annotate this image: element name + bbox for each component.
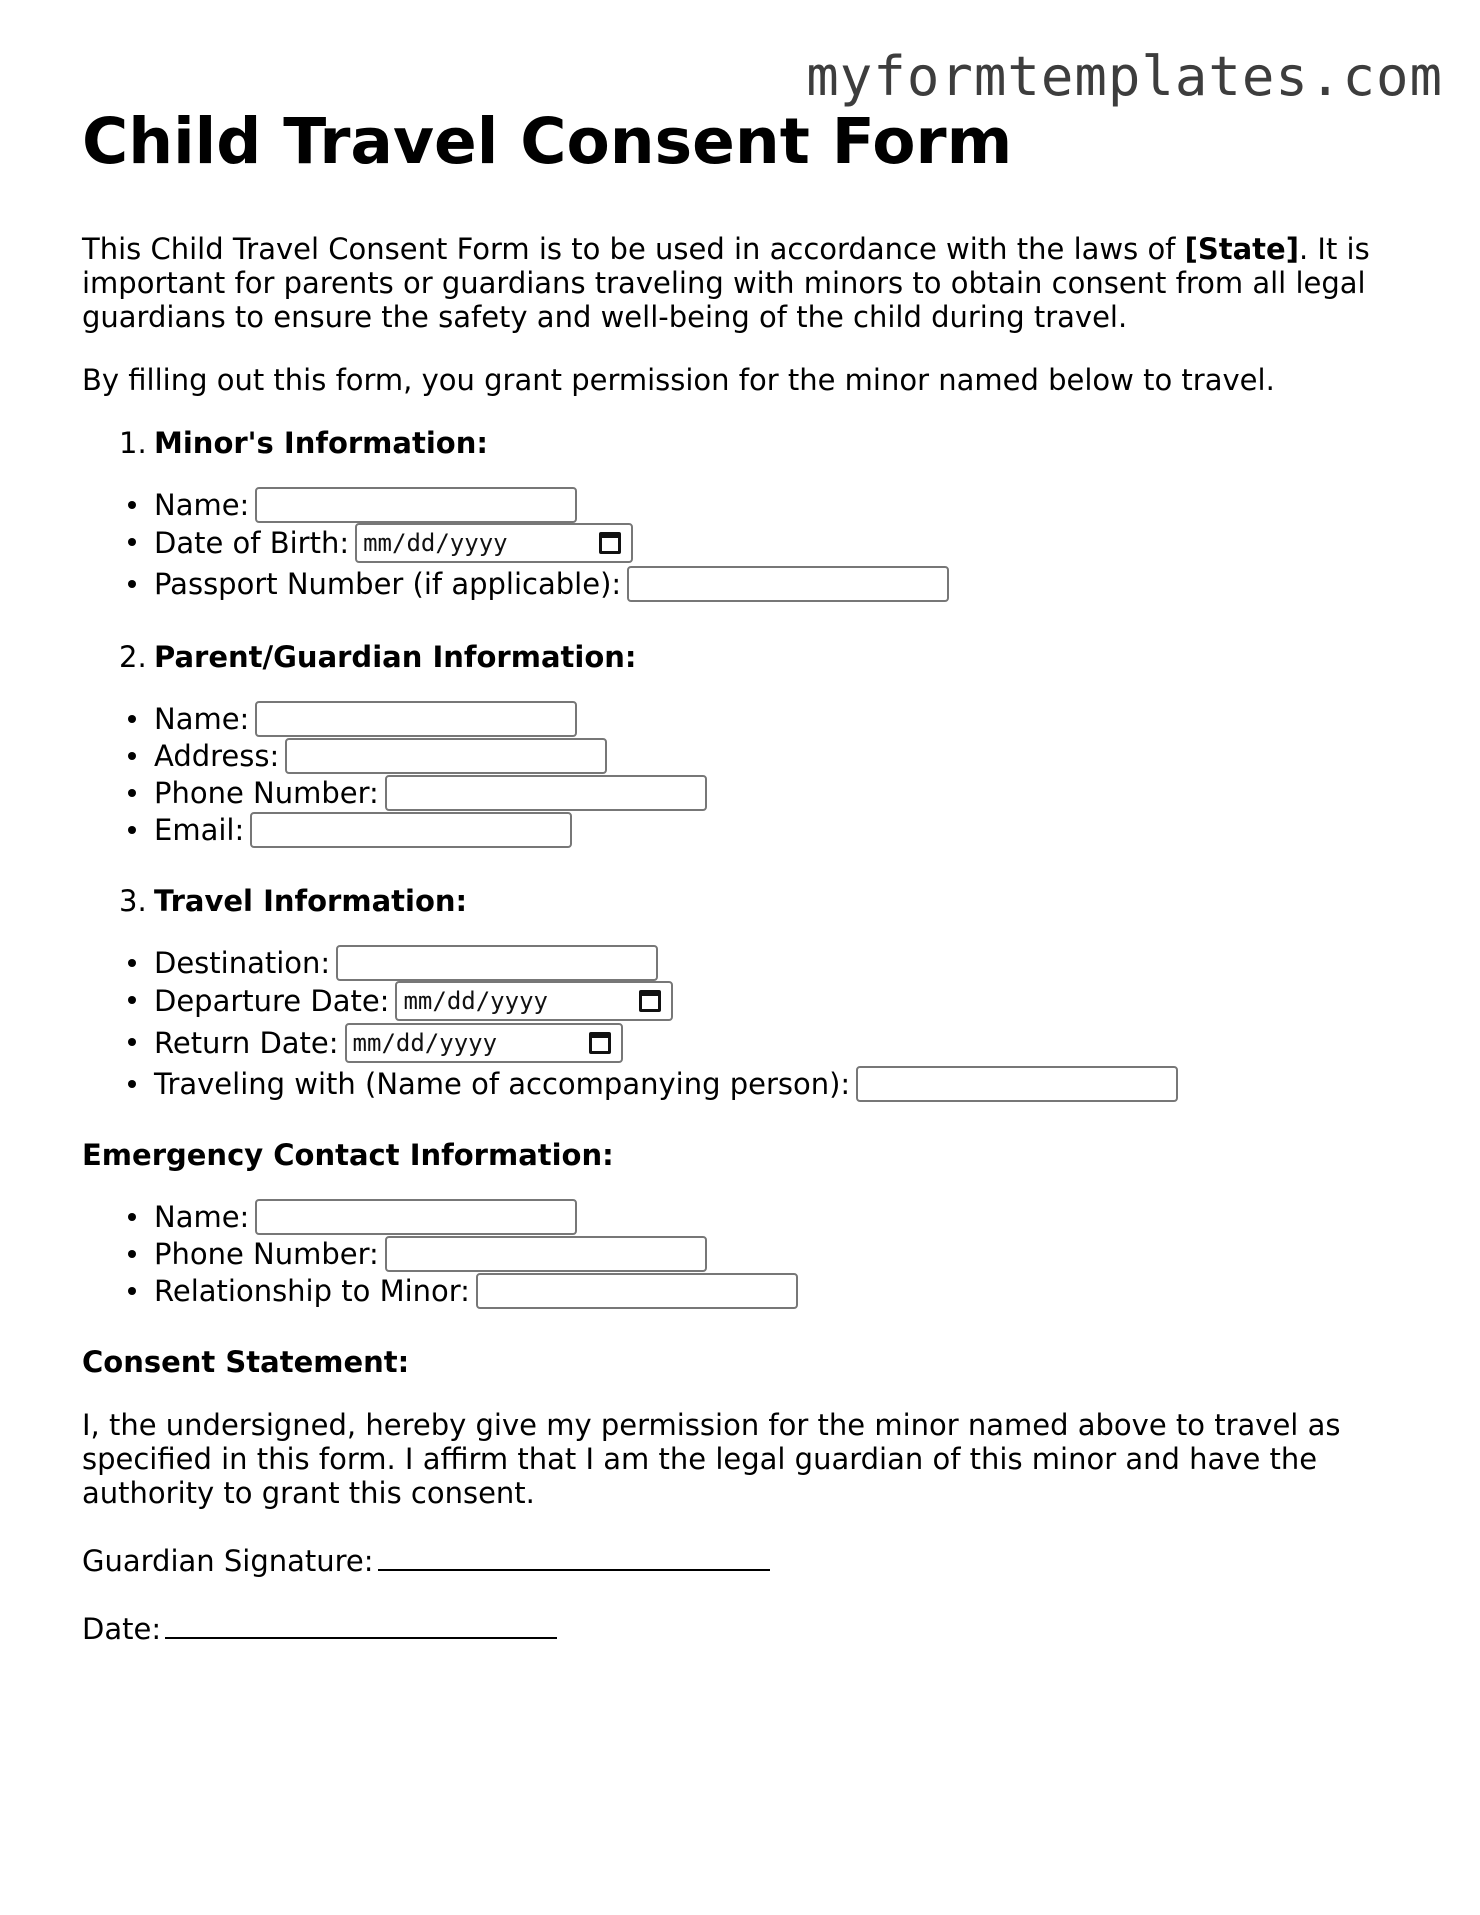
date-line[interactable] [165,1607,557,1639]
guardian-name-input[interactable] [255,701,577,737]
minor-dob-input[interactable] [355,523,633,563]
field-label: Relationship to Minor: [154,1273,470,1308]
companion-name-input[interactable] [856,1066,1178,1102]
field-label: Email: [154,812,245,847]
guardian-address-input[interactable] [285,738,607,774]
date-placeholder: mm/dd/yyyy [363,528,508,557]
travel-fields [82,946,1412,1104]
list-item [154,983,1412,1023]
minor-section [82,426,1412,460]
emergency-name-input[interactable] [255,1199,577,1235]
list-item [154,1025,1412,1065]
guardian-fields [82,702,1412,850]
calendar-icon[interactable] [589,1032,611,1054]
field-label: Phone Number: [154,1236,379,1271]
guardian-section-title: Parent/Guardian Information: [154,639,637,674]
calendar-icon[interactable] [599,532,621,554]
date-row [82,1607,1412,1646]
section-number: 1. [119,425,147,460]
list-item [154,525,1412,565]
field-label: Name: [154,701,250,736]
list-item [154,1237,1412,1274]
date-label: Date: [82,1611,162,1646]
page-title: Child Travel Consent Form [82,105,1013,178]
consent-section-title: Consent Statement: [82,1344,410,1379]
return-date-input[interactable] [345,1023,623,1063]
consent-statement: I, the undersigned, hereby give my permission for the minor named above to travel as specified in this form. I affirm that I am the legal guardian of this minor and have the authority to grant this consent. [82,1407,1341,1510]
field-label: Return Date: [154,1025,339,1060]
field-label: Date of Birth: [154,525,350,560]
field-label: Name: [154,1199,250,1234]
relationship-input[interactable] [476,1273,798,1309]
list-item [154,813,1412,850]
intro-text-end: . It is important for parents or guardians traveling with minors to obtain consent from all legal guardians to ensure the safety and well-being of the child during travel. [82,231,1370,334]
list-item [154,1067,1412,1104]
emergency-fields [82,1200,1412,1311]
travel-section [82,884,1412,918]
intro-paragraph [82,232,1412,334]
guardian-phone-input[interactable] [385,775,707,811]
field-label: Address: [154,738,280,773]
destination-input[interactable] [336,945,658,981]
emergency-section-title: Emergency Contact Information: [82,1137,614,1172]
field-label: Phone Number: [154,775,379,810]
calendar-icon[interactable] [639,990,661,1012]
signature-line[interactable] [378,1539,770,1571]
list-item [154,739,1412,776]
section-number: 2. [119,639,147,674]
list-item [154,776,1412,813]
minor-fields [82,488,1412,604]
list-item [154,702,1412,739]
section-number: 3. [119,883,147,918]
date-placeholder: mm/dd/yyyy [352,1028,498,1057]
field-label: Passport Number (if applicable): [154,566,622,601]
intro-text-start: This Child Travel Consent Form is to be used in accordance with the laws of [82,231,1185,266]
field-label: Name: [154,487,250,522]
list-item [154,1200,1412,1237]
field-label: Departure Date: [154,983,390,1018]
permission-paragraph: By filling out this form, you grant permission for the minor named below to travel. [82,362,1275,397]
departure-date-input[interactable] [395,981,673,1021]
field-label: Traveling with (Name of accompanying person): [154,1066,851,1101]
signature-row [82,1539,1412,1578]
guardian-email-input[interactable] [250,812,572,848]
list-item [154,488,1412,525]
watermark: myformtemplates.com [806,45,1443,108]
minor-section-title: Minor's Information: [154,425,488,460]
field-label: Destination: [154,945,331,980]
travel-section-title: Travel Information: [154,883,468,918]
form-page [82,104,1412,1646]
state-placeholder: [State] [1184,231,1299,266]
list-item [154,567,1412,604]
signature-label: Guardian Signature: [82,1543,374,1578]
list-item [154,946,1412,983]
date-placeholder: mm/dd/yyyy [403,986,548,1015]
list-item [154,1274,1412,1311]
guardian-section [82,640,1412,674]
emergency-phone-input[interactable] [385,1236,707,1272]
passport-number-input[interactable] [627,566,949,602]
minor-name-input[interactable] [255,487,577,523]
